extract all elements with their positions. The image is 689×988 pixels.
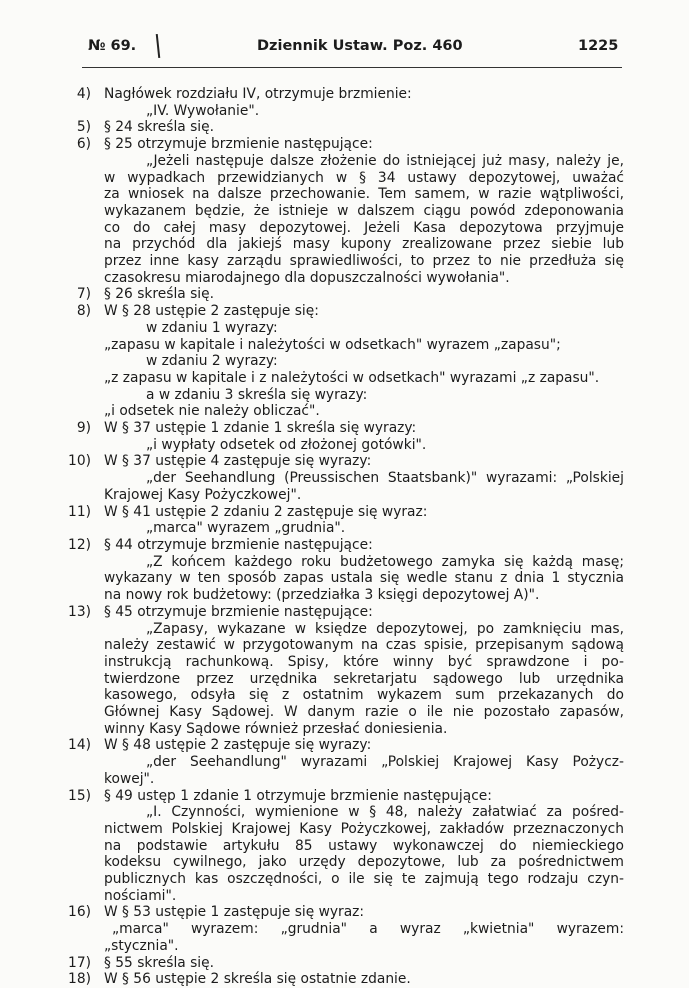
text-line: kasowego, odsyła się z ostatnim wykazem sum przekazanych do — [104, 687, 624, 704]
text-line: „stycznia". — [104, 937, 179, 954]
text-line: „i odsetek nie należy obliczać". — [104, 403, 320, 420]
text-line: W § 28 ustępie 2 zastępuje się: — [104, 303, 319, 320]
text-line: Nagłówek rozdziału IV, otrzymuje brzmienie: — [104, 86, 412, 102]
text-line: „I. Czynności, wymienione w § 48, należy załatwiać za pośred- — [146, 804, 624, 821]
text-line: instrukcją rachunkową. Spisy, które winny być sprawdzone i po- — [104, 653, 624, 670]
text-line: „z zapasu w kapitale i z należytości w odsetkach" wyrazami „z zapasu". — [104, 369, 600, 386]
text-line: „Jeżeli następuje dalsze złożenie do istniejącej już masy, należy je, — [146, 152, 624, 169]
text-line: czasokresu miarodajnego dla dopuszczalności wywołania". — [104, 269, 510, 286]
list-item — [0, 453, 689, 503]
text-line: W § 53 ustępie 1 zastępuje się wyraz: — [104, 904, 365, 921]
text-line: za wniosek na dalsze przechowanie. Tem samem, w razie wątpliwości, — [104, 186, 624, 203]
text-line: § 44 otrzymuje brzmienie następujące: — [104, 536, 373, 553]
text-line: kowej". — [104, 770, 155, 787]
text-line: § 49 ustęp 1 zdanie 1 otrzymuje brzmienie następujące: — [104, 787, 492, 804]
text-line: § 25 otrzymuje brzmienie następujące: — [104, 136, 373, 153]
item-number: 7) — [76, 286, 91, 303]
item-number: 5) — [76, 119, 91, 136]
list-item — [0, 504, 689, 537]
text-line: w zdaniu 1 wyrazy: — [146, 319, 278, 336]
list-item — [0, 86, 689, 119]
text-line: na przychód dla jakiejś masy kupony zrealizowane przez siebie lub — [104, 236, 624, 253]
text-line: W § 48 ustępie 2 zastępuje się wyrazy: — [104, 737, 372, 754]
list-item — [0, 955, 689, 972]
item-number: 9) — [76, 420, 91, 437]
text-line: „Zapasy, wykazane w księdze depozytowej, po zamknięciu mas, — [146, 620, 624, 637]
issue-number: № 69. — [88, 38, 137, 54]
text-line: „marca" wyrazem „grudnia". — [146, 520, 346, 537]
text-line: publicznych kas oszczędności, o ile się te zajmują tego rodzaju czyn- — [104, 871, 624, 888]
text-line: w wypadkach przewidzianych w § 34 ustawy depozytowej, uważać — [104, 169, 624, 186]
text-line: a w zdaniu 3 skreśla się wyrazy: — [146, 386, 368, 403]
item-number: 18) — [68, 971, 91, 988]
text-line: W § 37 ustępie 1 zdanie 1 skreśla się wyrazy: — [104, 420, 417, 437]
list-item — [0, 537, 689, 604]
text-line: § 45 otrzymuje brzmienie następujące: — [104, 603, 373, 620]
item-number: 16) — [68, 904, 91, 921]
list-item — [0, 737, 689, 787]
text-line: należy zestawić w przygotowanym na czas spisie, przepisanym sądową — [104, 637, 624, 654]
text-line: „der Seehandlung (Preussischen Staatsbank)" wyrazami: „Polskiej — [146, 470, 624, 487]
text-line: „marca" wyrazem: „grudnia" a wyraz „kwietnia" wyrazem: — [112, 921, 624, 938]
list-item — [0, 136, 689, 286]
text-line: „IV. Wywołanie". — [146, 102, 260, 119]
item-number: 10) — [68, 453, 91, 470]
text-line: Głównej Kasy Sądowej. W danym razie o ile nie pozostało zapasów, — [104, 704, 624, 721]
text-line: winny Kasy Sądowe również przesłać doniesienia. — [104, 720, 448, 737]
journal-title: Dziennik Ustaw. Poz. 460 — [257, 38, 463, 54]
text-line: „zapasu w kapitale i należytości w odsetkach" wyrazem „zapasu"; — [104, 336, 561, 353]
list-item — [0, 420, 689, 453]
text-line: kodeksu cywilnego, jako urzędy depozytowe, lub za pośrednictwem — [104, 854, 624, 871]
header-divider — [82, 67, 622, 68]
text-line: W § 56 ustępie 2 skreśla się ostatnie zdanie. — [104, 971, 411, 988]
item-number: 13) — [68, 603, 91, 620]
list-item — [0, 303, 689, 420]
text-line: w zdaniu 2 wyrazy: — [146, 353, 278, 370]
text-line: twierdzone przez urzędnika sekretarjatu sądowego lub urzędnika — [104, 670, 624, 687]
text-line: nościami". — [104, 887, 177, 904]
list-item — [0, 788, 689, 905]
text-line: Krajowej Kasy Pożyczkowej". — [104, 486, 302, 503]
item-number: 17) — [68, 954, 91, 971]
text-line: § 26 skreśla się. — [104, 286, 215, 303]
page-header — [0, 38, 689, 60]
page-number: 1225 — [578, 38, 619, 54]
text-line: „i wypłaty odsetek od złożonej gotówki". — [146, 436, 427, 453]
text-line: § 55 skreśla się. — [104, 954, 215, 971]
text-line: „der Seehandlung" wyrazami „Polskiej Krajowej Kasy Pożycz- — [146, 754, 624, 771]
item-number: 11) — [68, 503, 91, 520]
list-item — [0, 971, 689, 988]
text-line: W § 37 ustępie 4 zastępuje się wyrazy: — [104, 453, 372, 470]
text-line: W § 41 ustępie 2 zdaniu 2 zastępuje się wyraz: — [104, 503, 428, 520]
list-item — [0, 604, 689, 738]
list-item — [0, 286, 689, 303]
text-line: przez inne kasy zarządu sprawiedliwości, to przez to nie przedłuża się — [104, 253, 624, 270]
item-number: 15) — [68, 787, 91, 804]
text-line: na podstawie artykułu 85 ustawy wykonawczej do niemieckiego — [104, 837, 624, 854]
text-line: „Z końcem każdego roku budżetowego zamyka się każdą masę; — [146, 553, 624, 570]
text-line: wykazany w ten sposób zapas ustala się wedle stanu z dnia 1 stycznia — [104, 570, 624, 587]
list-item — [0, 119, 689, 136]
text-line: nictwem Polskiej Krajowej Kasy Pożyczkowej, zakładów przeznaczonych — [104, 820, 624, 837]
item-number: 14) — [68, 737, 91, 754]
list-item — [0, 904, 689, 954]
document-body — [0, 86, 689, 988]
ink-mark — [156, 34, 160, 58]
text-line: wykazanem będzie, że istnieje w dalszem ciągu powód zdeponowania — [104, 202, 624, 219]
item-number: 8) — [76, 303, 91, 320]
text-line: § 24 skreśla się. — [104, 119, 215, 136]
item-number: 4) — [76, 86, 91, 102]
text-line: na nowy rok budżetowy: (przedziałka 3 księgi depozytowej A)". — [104, 587, 540, 604]
item-number: 6) — [76, 136, 91, 153]
text-line: co do całej masy depozytowej. Jeżeli Kasa depozytowa przyjmuje — [104, 219, 624, 236]
item-number: 12) — [68, 536, 91, 553]
